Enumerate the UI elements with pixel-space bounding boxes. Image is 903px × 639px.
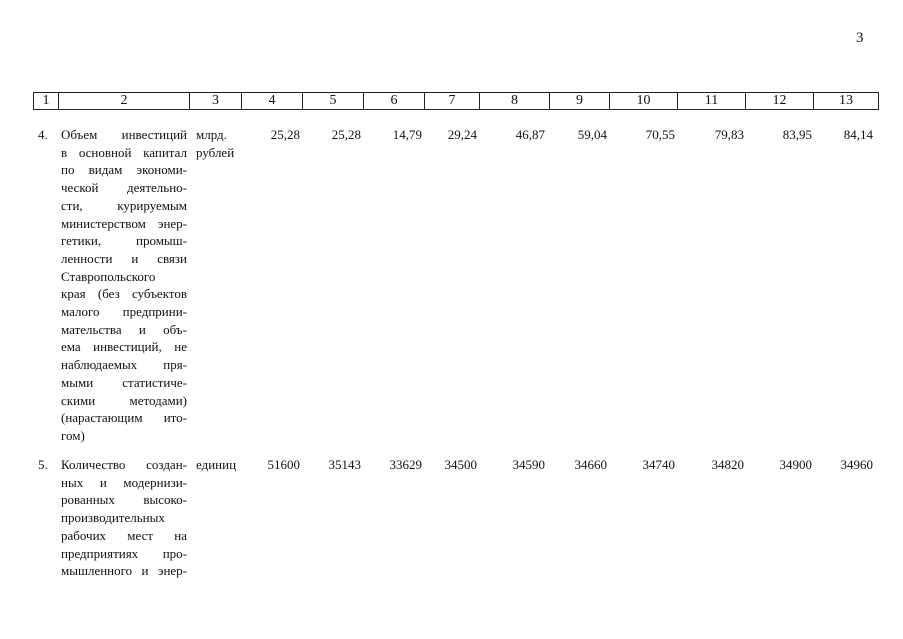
- value-col-5: 35143: [328, 457, 361, 472]
- indicator-name-line: ных и модернизи-: [61, 474, 187, 490]
- header-col-12: 12: [746, 93, 814, 110]
- header-col-1: 1: [34, 93, 59, 110]
- indicator-name-line: края (без субъектов: [61, 286, 187, 302]
- header-col-6: 6: [364, 93, 425, 110]
- value-col-12: 34900: [779, 457, 812, 472]
- header-col-5: 5: [303, 93, 364, 110]
- header-col-3: 3: [190, 93, 242, 110]
- unit-of-measure: [196, 126, 234, 161]
- header-col-7: 7: [425, 93, 480, 110]
- indicator-name-line: ческой деятельно-: [61, 180, 187, 196]
- indicator-name-line: гом): [61, 427, 85, 443]
- indicator-name-line: наблюдаемых пря-: [61, 357, 187, 373]
- header-col-8: 8: [480, 93, 550, 110]
- indicator-name-line: предприятиях про-: [61, 545, 187, 561]
- value-col-11: 34820: [711, 457, 744, 472]
- value-col-8: 46,87: [515, 127, 545, 142]
- indicator-name-line: мыми статистиче-: [61, 374, 187, 390]
- header-col-2: 2: [59, 93, 190, 110]
- column-number-header: [33, 92, 879, 110]
- value-col-6: 14,79: [392, 127, 422, 142]
- value-col-13: 34960: [840, 457, 873, 472]
- value-col-11: 79,83: [714, 127, 744, 142]
- unit-of-measure: [196, 456, 236, 474]
- header-col-9: 9: [550, 93, 610, 110]
- value-col-13: 84,14: [843, 127, 873, 142]
- indicator-name-line: скими методами): [61, 392, 187, 408]
- indicator-name-line: мательства и объ-: [61, 321, 187, 337]
- value-col-4: 25,28: [270, 127, 300, 142]
- indicator-name-line: Ставропольского: [61, 268, 156, 284]
- unit-line: единиц: [196, 457, 237, 472]
- indicator-name-line: в основной капитал: [61, 144, 187, 160]
- value-col-9: 34660: [574, 457, 607, 472]
- indicator-name-line: рованных высоко-: [61, 492, 187, 508]
- header-col-4: 4: [242, 93, 303, 110]
- page-number: 3: [856, 30, 864, 46]
- indicator-name-line: малого предприни-: [61, 304, 187, 320]
- value-col-10: 70,55: [645, 127, 675, 142]
- value-col-7: 34500: [444, 457, 477, 472]
- value-col-7: 29,24: [447, 127, 477, 142]
- indicator-name: [61, 126, 187, 445]
- indicator-name-line: рабочих мест на: [61, 527, 187, 543]
- row-number: 4.: [38, 127, 48, 142]
- unit-line: млрд.: [196, 127, 227, 142]
- indicator-name-line: гетики, промыш-: [61, 233, 187, 249]
- indicator-name-line: Объем инвестиций: [61, 127, 187, 142]
- indicator-name-line: по видам экономи-: [61, 162, 187, 178]
- unit-line: рублей: [196, 144, 235, 160]
- indicator-name-line: ема инвестиций, не: [61, 339, 187, 355]
- header-col-13: 13: [814, 93, 879, 110]
- header-col-11: 11: [678, 93, 746, 110]
- value-col-10: 34740: [642, 457, 675, 472]
- value-col-5: 25,28: [331, 127, 361, 142]
- indicator-name-line: ленности и связи: [61, 250, 187, 266]
- value-col-12: 83,95: [782, 127, 812, 142]
- value-col-8: 34590: [512, 457, 545, 472]
- indicator-name-line: министерством энер-: [61, 215, 187, 231]
- indicator-name-line: производительных: [61, 510, 165, 526]
- header-col-10: 10: [610, 93, 678, 110]
- value-col-6: 33629: [389, 457, 422, 472]
- value-col-9: 59,04: [577, 127, 607, 142]
- indicator-name-line: Количество создан-: [61, 457, 187, 472]
- indicator-name-line: (нарастающим ито-: [61, 410, 187, 426]
- indicator-name-line: сти, курируемым: [61, 197, 187, 213]
- row-number: 5.: [38, 457, 48, 472]
- indicator-name-line: мышленного и энер-: [61, 563, 187, 579]
- value-col-4: 51600: [267, 457, 300, 472]
- indicator-name: [61, 456, 187, 580]
